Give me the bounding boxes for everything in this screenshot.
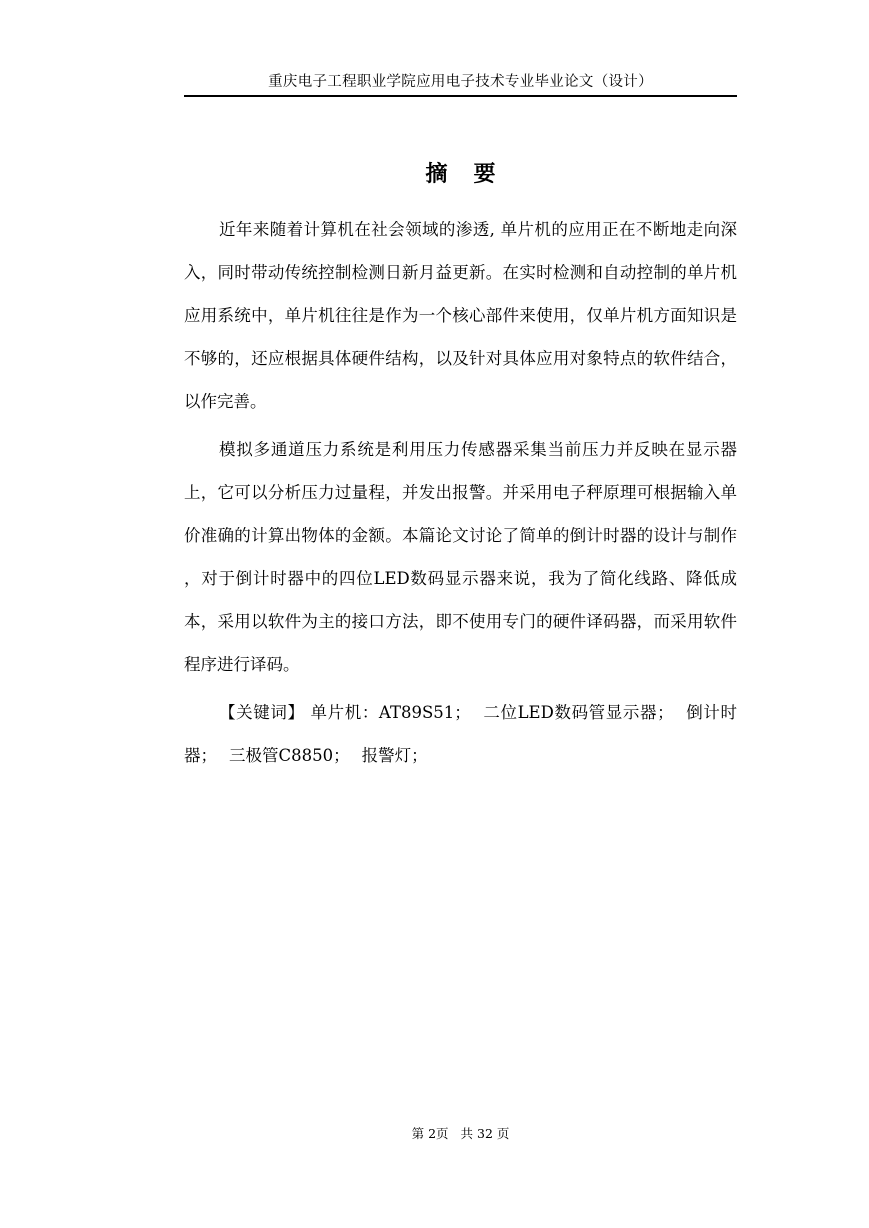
keyword-item: 三极管C8850； [229, 746, 350, 765]
page-total: 共 32 页 [460, 1126, 510, 1141]
keyword-item: 报警灯； [361, 746, 428, 765]
page-title: 摘要 [425, 161, 522, 187]
page-number: 第 2页 [411, 1126, 449, 1141]
keywords-label: 【关键词】 [219, 703, 305, 722]
abstract-paragraph-1: 近年来随着计算机在社会领域的渗透, 单片机的应用正在不断地走向深入，同时带动传统控制检测日新月益更新。在实时检测和自动控制的单片机应用系统中，单片机往往是作为一个核心部件来使用，仅单片机方面知识是不够的，还应根据具体硬件结构，以及针对具体应用对象特点的软件结合，以作完善。 [184, 220, 737, 411]
abstract-body [184, 208, 737, 782]
page-footer [184, 1124, 737, 1144]
keywords-line [184, 691, 737, 777]
abstract-paragraph-2: 模拟多通道压力系统是利用压力传感器采集当前压力并反映在显示器上，它可以分析压力过量程，并发出报警。并采用电子秤原理可根据输入单价准确的计算出物体的金额。本篇论文讨论了简单的倒计时器的设计与制作 ，对于倒计时器中的四位LED数码显示器来说，我为了简化线路、降低成本，采用以软件为主的接口方法，即不使用专门的硬件译码器，而采用软件程序进行译码。 [184, 440, 737, 674]
running-header: 重庆电子工程职业学院应用电子技术专业毕业论文（设计） [268, 74, 653, 90]
keyword-item: 二位LED数码管显示器； [482, 703, 674, 722]
header-rule [184, 95, 737, 97]
keyword-item: 倒计时器； [184, 703, 738, 765]
keyword-item: 单片机：AT89S51； [310, 703, 471, 722]
